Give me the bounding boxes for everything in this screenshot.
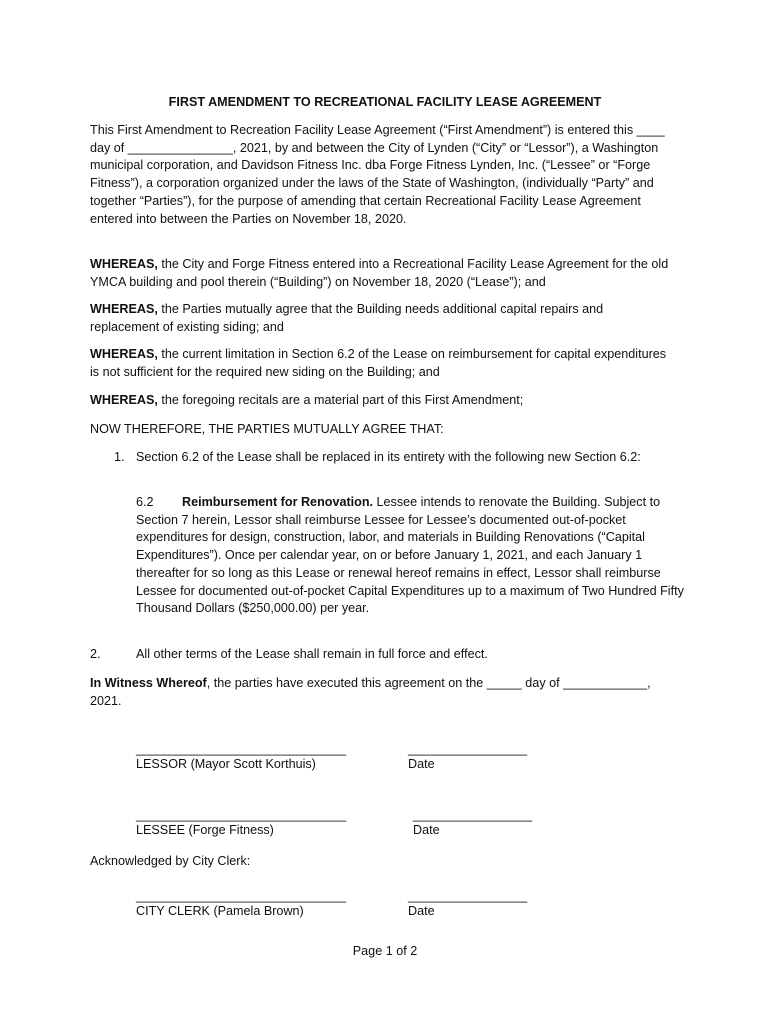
list-item-2 [90,646,672,666]
witness-paragraph [90,675,672,710]
lessor-date-label: Date [408,757,435,771]
now-therefore-heading: NOW THEREFORE, THE PARTIES MUTUALLY AGREE THAT: [90,422,444,436]
whereas-text: the City and Forge Fitness entered into a Recreational Facility Lease Agreement for the old YMCA building and pool therein (“Building”) on November 18, 2020 (“Lease”); and [90,257,669,289]
section-heading: Reimbursement for Renovation. [182,495,374,509]
section-body: Lessee intends to renovate the Building. Subject to Section 7 herein, Lessor shall reimburse Lessee for Lessee’s documented out-of-pocket expenditures for design, construction, labor, and materials in Building Renovations (“Capital Expenditures”). Once per calendar year, on or before January 1, 2021, and each January 1 thereafter for so long as this Lease or renewal hereof remains in effect, Lessor shall reimburse Lessee for documented out-of-pocket Capital Expenditures up to a maximum of Two Hundred Fifty Thousand Dollars ($250,000.00) per year. [136,495,684,616]
whereas-lead: WHEREAS, [90,257,158,271]
document-title: FIRST AMENDMENT TO RECREATIONAL FACILITY LEASE AGREEMENT [168,95,602,109]
lessor-signature-line: ______________________________ [136,742,347,756]
clerk-date-label: Date [408,904,435,918]
lessee-date-line: _________________ [413,808,533,822]
intro-paragraph: This First Amendment to Recreation Facility Lease Agreement (“First Amendment”) is entered this ____ day of _______________, 2021, by and between the City of Lynden (“City” or “Lessor”), a Washington municipal corporation, and Davidson Fitness Inc. dba Forge Fitness Lynden, Inc. (“Lessee” or “Forge Fitness”), a corporation organized under the laws of the State of Washington, (individually “Party” and together “Parties”), for the purpose of amending that certain Recreational Facility Lease Agreement entered into between the Parties on November 18, 2020. [90,123,665,226]
lessee-label: LESSEE (Forge Fitness) [136,823,274,837]
clerk-date-line: _________________ [408,889,528,903]
list-item-text: All other terms of the Lease shall remain in full force and effect. [136,647,488,661]
whereas-paragraph-3 [90,346,672,381]
section-number: 6.2 [136,495,154,509]
list-item-number: 1. [114,450,125,464]
list-item-number: 2. [90,647,101,661]
new-section-6-2 [136,494,684,618]
whereas-paragraph-1 [90,256,672,291]
page-number: Page 1 of 2 [352,944,418,958]
acknowledged-label: Acknowledged by City Clerk: [90,854,251,868]
whereas-lead: WHEREAS, [90,347,158,361]
witness-lead: In Witness Whereof [90,676,207,690]
whereas-text: the current limitation in Section 6.2 of the Lease on reimbursement for capital expenditures is not sufficient for the required new siding on the Building; and [90,347,667,379]
whereas-paragraph-2 [90,301,672,336]
clerk-signature-line: ______________________________ [136,889,347,903]
whereas-lead: WHEREAS, [90,393,158,407]
witness-text: , the parties have executed this agreement on the _____ day of ____________, 2021. [90,676,651,708]
whereas-paragraph-4 [90,392,672,410]
lessee-date-label: Date [413,823,440,837]
lessor-date-line: _________________ [408,742,528,756]
list-item-text: Section 6.2 of the Lease shall be replaced in its entirety with the following new Section 6.2: [136,450,641,464]
lessee-signature-line: ______________________________ [136,808,347,822]
clerk-label: CITY CLERK (Pamela Brown) [136,904,304,918]
list-item-1 [90,449,672,489]
whereas-text: the foregoing recitals are a material part of this First Amendment; [157,393,524,407]
whereas-lead: WHEREAS, [90,302,158,316]
lessor-label: LESSOR (Mayor Scott Korthuis) [136,757,316,771]
whereas-text: the Parties mutually agree that the Building needs additional capital repairs and replacement of existing siding; and [90,302,604,334]
